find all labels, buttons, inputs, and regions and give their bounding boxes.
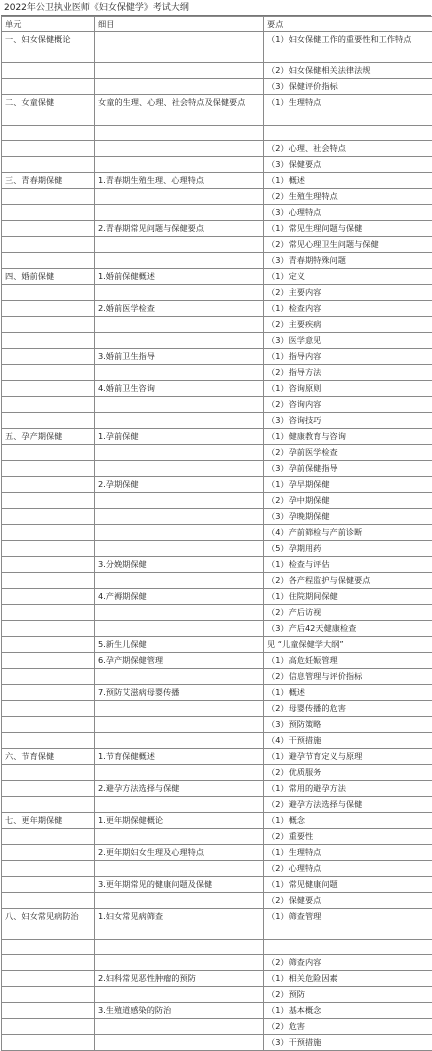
table-row — [2, 701, 432, 717]
item-cell: 6.孕产期保健管理 — [95, 653, 264, 669]
unit-cell — [2, 797, 95, 813]
table-row — [2, 781, 432, 797]
unit-cell: 五、孕产期保健 — [2, 429, 95, 445]
item-cell: 3.婚前卫生指导 — [95, 349, 264, 365]
table-row — [2, 1003, 432, 1019]
table-row — [2, 333, 432, 349]
point-cell: （2）孕中期保健 — [264, 493, 432, 509]
point-cell: （1）妇女保健工作的重要性和工作特点 — [264, 32, 432, 63]
unit-cell — [2, 79, 95, 95]
table-row — [2, 32, 432, 63]
point-cell: （1）概念 — [264, 813, 432, 829]
unit-cell — [2, 189, 95, 205]
table-row — [2, 221, 432, 237]
point-cell: （2）主要内容 — [264, 285, 432, 301]
item-cell: 女童的生理、心理、社会特点及保健要点 — [95, 95, 264, 126]
point-cell: （2）重要性 — [264, 829, 432, 845]
item-cell — [95, 955, 264, 971]
unit-cell — [2, 781, 95, 797]
table-row — [2, 205, 432, 221]
item-cell — [95, 621, 264, 637]
point-cell: （4）干预措施 — [264, 733, 432, 749]
item-cell: 2.青春期常见问题与保健要点 — [95, 221, 264, 237]
point-cell: （3）保健要点 — [264, 157, 432, 173]
table-row — [2, 95, 432, 126]
item-cell — [95, 253, 264, 269]
item-cell — [95, 893, 264, 909]
item-cell — [95, 733, 264, 749]
item-cell — [95, 829, 264, 845]
table-row — [2, 541, 432, 557]
item-cell — [95, 413, 264, 429]
point-cell: 见 “儿童保健学大纲” — [264, 637, 432, 653]
unit-cell — [2, 381, 95, 397]
unit-cell: 八、妇女常见病防治 — [2, 909, 95, 940]
table-row — [2, 141, 432, 157]
unit-cell — [2, 157, 95, 173]
outline-document — [1, 0, 431, 1051]
unit-cell: 六、节育保健 — [2, 749, 95, 765]
table-row — [2, 301, 432, 317]
item-cell: 7.预防艾滋病母婴传播 — [95, 685, 264, 701]
item-cell — [95, 317, 264, 333]
table-row — [2, 877, 432, 893]
unit-cell — [2, 589, 95, 605]
unit-cell — [2, 525, 95, 541]
unit-cell — [2, 1019, 95, 1035]
item-cell: 2.避孕方法选择与保健 — [95, 781, 264, 797]
table-row — [2, 445, 432, 461]
table-row — [2, 621, 432, 637]
table-row — [2, 1019, 432, 1035]
point-cell: （1）健康教育与咨询 — [264, 429, 432, 445]
table-row — [2, 317, 432, 333]
item-cell: 4.产褥期保健 — [95, 589, 264, 605]
item-cell — [95, 189, 264, 205]
point-cell: （2）筛查内容 — [264, 955, 432, 971]
item-cell — [95, 79, 264, 95]
table-row — [2, 971, 432, 987]
item-cell — [95, 1035, 264, 1051]
table-row — [2, 269, 432, 285]
point-cell: （3）产后42天健康检查 — [264, 621, 432, 637]
table-row — [2, 397, 432, 413]
point-cell: （2）避孕方法选择与保健 — [264, 797, 432, 813]
unit-cell — [2, 413, 95, 429]
item-cell — [95, 445, 264, 461]
point-cell: （2）保健要点 — [264, 893, 432, 909]
table-row — [2, 987, 432, 1003]
table-row — [2, 765, 432, 781]
point-cell: （1）基本概念 — [264, 1003, 432, 1019]
table-row — [2, 63, 432, 79]
unit-cell — [2, 493, 95, 509]
unit-cell — [2, 573, 95, 589]
unit-cell — [2, 557, 95, 573]
item-cell — [95, 237, 264, 253]
table-row — [2, 733, 432, 749]
item-cell — [95, 701, 264, 717]
table-row — [2, 126, 432, 141]
table-row — [2, 237, 432, 253]
item-cell: 2.婚前医学检查 — [95, 301, 264, 317]
table-row — [2, 157, 432, 173]
table-row — [2, 381, 432, 397]
unit-cell — [2, 141, 95, 157]
unit-cell — [2, 685, 95, 701]
point-cell: （2）指导方法 — [264, 365, 432, 381]
unit-cell — [2, 509, 95, 525]
unit-cell — [2, 477, 95, 493]
table-row — [2, 189, 432, 205]
unit-cell — [2, 285, 95, 301]
point-cell: （2）优质服务 — [264, 765, 432, 781]
point-cell: （2）各产程监护与保健要点 — [264, 573, 432, 589]
table-row — [2, 79, 432, 95]
item-cell — [95, 461, 264, 477]
point-cell: （1）高危妊娠管理 — [264, 653, 432, 669]
item-cell: 2.更年期妇女生理及心理特点 — [95, 845, 264, 861]
unit-cell — [2, 317, 95, 333]
header-point: 要点 — [264, 17, 432, 32]
point-cell: （3）保健评价指标 — [264, 79, 432, 95]
point-cell: （1）生理特点 — [264, 95, 432, 126]
table-row — [2, 749, 432, 765]
point-cell: （2）心理、社会特点 — [264, 141, 432, 157]
item-cell: 1.妇女常见病筛查 — [95, 909, 264, 940]
table-row — [2, 845, 432, 861]
table-row — [2, 589, 432, 605]
point-cell: （2）产后访视 — [264, 605, 432, 621]
unit-cell — [2, 541, 95, 557]
unit-cell — [2, 669, 95, 685]
item-cell: 1.青春期生殖生理、心理特点 — [95, 173, 264, 189]
point-cell: （1）避孕节育定义与原理 — [264, 749, 432, 765]
unit-cell — [2, 205, 95, 221]
table-row — [2, 253, 432, 269]
table-row — [2, 909, 432, 940]
table-row — [2, 285, 432, 301]
point-cell: （3）咨询技巧 — [264, 413, 432, 429]
item-cell — [95, 1019, 264, 1035]
item-cell: 3.生殖道感染的防治 — [95, 1003, 264, 1019]
item-cell — [95, 509, 264, 525]
unit-cell — [2, 349, 95, 365]
point-cell: （2）常见心理卫生问题与保健 — [264, 237, 432, 253]
point-cell: （1）生理特点 — [264, 845, 432, 861]
item-cell: 5.新生儿保健 — [95, 637, 264, 653]
point-cell: （1）概述 — [264, 173, 432, 189]
unit-cell — [2, 845, 95, 861]
table-row — [2, 813, 432, 829]
item-cell — [95, 32, 264, 63]
item-cell — [95, 940, 264, 955]
unit-cell — [2, 717, 95, 733]
point-cell: （1）指导内容 — [264, 349, 432, 365]
table-header-row — [2, 17, 432, 32]
item-cell — [95, 605, 264, 621]
point-cell: （1）孕早期保健 — [264, 477, 432, 493]
unit-cell — [2, 637, 95, 653]
unit-cell — [2, 221, 95, 237]
table-row — [2, 893, 432, 909]
unit-cell — [2, 653, 95, 669]
point-cell: （3）心理特点 — [264, 205, 432, 221]
point-cell — [264, 126, 432, 141]
unit-cell — [2, 1035, 95, 1051]
table-row — [2, 349, 432, 365]
table-row — [2, 573, 432, 589]
table-row — [2, 525, 432, 541]
outline-table — [1, 16, 432, 1051]
item-cell — [95, 285, 264, 301]
item-cell — [95, 797, 264, 813]
table-row — [2, 669, 432, 685]
point-cell: （2）妇女保健相关法律法规 — [264, 63, 432, 79]
header-unit: 单元 — [2, 17, 95, 32]
point-cell: （1）检查内容 — [264, 301, 432, 317]
item-cell — [95, 205, 264, 221]
unit-cell — [2, 621, 95, 637]
unit-cell — [2, 701, 95, 717]
table-row — [2, 429, 432, 445]
table-row — [2, 173, 432, 189]
table-row — [2, 829, 432, 845]
item-cell — [95, 717, 264, 733]
point-cell: （1）常见健康问题 — [264, 877, 432, 893]
unit-cell — [2, 733, 95, 749]
point-cell: （3）青春期特殊问题 — [264, 253, 432, 269]
point-cell: （2）信息管理与评价指标 — [264, 669, 432, 685]
table-row — [2, 509, 432, 525]
item-cell: 1.孕前保健 — [95, 429, 264, 445]
table-row — [2, 861, 432, 877]
item-cell: 1.更年期保健概论 — [95, 813, 264, 829]
item-cell — [95, 333, 264, 349]
unit-cell — [2, 893, 95, 909]
item-cell: 3.分娩期保健 — [95, 557, 264, 573]
unit-cell — [2, 971, 95, 987]
item-cell — [95, 141, 264, 157]
table-row — [2, 653, 432, 669]
unit-cell — [2, 63, 95, 79]
unit-cell — [2, 365, 95, 381]
point-cell: （2）心理特点 — [264, 861, 432, 877]
unit-cell — [2, 877, 95, 893]
item-cell — [95, 126, 264, 141]
unit-cell — [2, 1003, 95, 1019]
item-cell — [95, 397, 264, 413]
unit-cell: 七、更年期保健 — [2, 813, 95, 829]
item-cell — [95, 365, 264, 381]
point-cell: （1）咨询原则 — [264, 381, 432, 397]
table-row — [2, 637, 432, 653]
point-cell: （5）孕期用药 — [264, 541, 432, 557]
point-cell: （1）常用的避孕方法 — [264, 781, 432, 797]
table-row — [2, 717, 432, 733]
unit-cell — [2, 861, 95, 877]
unit-cell — [2, 397, 95, 413]
point-cell: （1）概述 — [264, 685, 432, 701]
item-cell — [95, 861, 264, 877]
point-cell: （3）预防策略 — [264, 717, 432, 733]
unit-cell: 三、青春期保健 — [2, 173, 95, 189]
table-row — [2, 685, 432, 701]
unit-cell: 二、女童保健 — [2, 95, 95, 126]
item-cell — [95, 157, 264, 173]
unit-cell — [2, 461, 95, 477]
table-row — [2, 605, 432, 621]
point-cell: （3）孕前保健指导 — [264, 461, 432, 477]
unit-cell — [2, 765, 95, 781]
table-row — [2, 797, 432, 813]
item-cell — [95, 63, 264, 79]
table-row — [2, 955, 432, 971]
item-cell — [95, 765, 264, 781]
point-cell: （1）相关危险因素 — [264, 971, 432, 987]
point-cell: （1）常见生理问题与保健 — [264, 221, 432, 237]
unit-cell — [2, 955, 95, 971]
item-cell — [95, 669, 264, 685]
point-cell: （3）医学意见 — [264, 333, 432, 349]
point-cell: （2）孕前医学检查 — [264, 445, 432, 461]
item-cell — [95, 493, 264, 509]
item-cell: 2.孕期保健 — [95, 477, 264, 493]
unit-cell — [2, 126, 95, 141]
table-row — [2, 940, 432, 955]
unit-cell — [2, 333, 95, 349]
item-cell: 4.婚前卫生咨询 — [95, 381, 264, 397]
unit-cell — [2, 301, 95, 317]
table-row — [2, 493, 432, 509]
item-cell: 1.婚前保健概述 — [95, 269, 264, 285]
item-cell — [95, 573, 264, 589]
table-row — [2, 461, 432, 477]
point-cell: （2）主要疾病 — [264, 317, 432, 333]
unit-cell: 一、妇女保健概论 — [2, 32, 95, 63]
unit-cell — [2, 940, 95, 955]
point-cell: （2）生殖生理特点 — [264, 189, 432, 205]
unit-cell — [2, 445, 95, 461]
point-cell: （1）定义 — [264, 269, 432, 285]
table-row — [2, 557, 432, 573]
point-cell: （2）咨询内容 — [264, 397, 432, 413]
point-cell: （1）检查与评估 — [264, 557, 432, 573]
item-cell — [95, 525, 264, 541]
item-cell: 1.节育保健概述 — [95, 749, 264, 765]
item-cell — [95, 541, 264, 557]
point-cell: （2）预防 — [264, 987, 432, 1003]
point-cell: （2）危害 — [264, 1019, 432, 1035]
table-row — [2, 1035, 432, 1051]
table-row — [2, 365, 432, 381]
point-cell: （3）干预措施 — [264, 1035, 432, 1051]
point-cell: （4）产前筛检与产前诊断 — [264, 525, 432, 541]
document-title: 2022年公卫执业医师《妇女保健学》考试大纲 — [1, 0, 431, 16]
item-cell: 2.妇科常见恶性肿瘤的预防 — [95, 971, 264, 987]
point-cell: （2）母婴传播的危害 — [264, 701, 432, 717]
unit-cell — [2, 253, 95, 269]
point-cell: （3）孕晚期保健 — [264, 509, 432, 525]
unit-cell — [2, 237, 95, 253]
unit-cell — [2, 605, 95, 621]
point-cell — [264, 940, 432, 955]
unit-cell — [2, 829, 95, 845]
table-row — [2, 413, 432, 429]
point-cell: （1）住院期间保健 — [264, 589, 432, 605]
unit-cell: 四、婚前保健 — [2, 269, 95, 285]
header-item: 细目 — [95, 17, 264, 32]
unit-cell — [2, 987, 95, 1003]
table-row — [2, 477, 432, 493]
item-cell: 3.更年期常见的健康问题及保健 — [95, 877, 264, 893]
item-cell — [95, 987, 264, 1003]
point-cell: （1）筛查管理 — [264, 909, 432, 940]
